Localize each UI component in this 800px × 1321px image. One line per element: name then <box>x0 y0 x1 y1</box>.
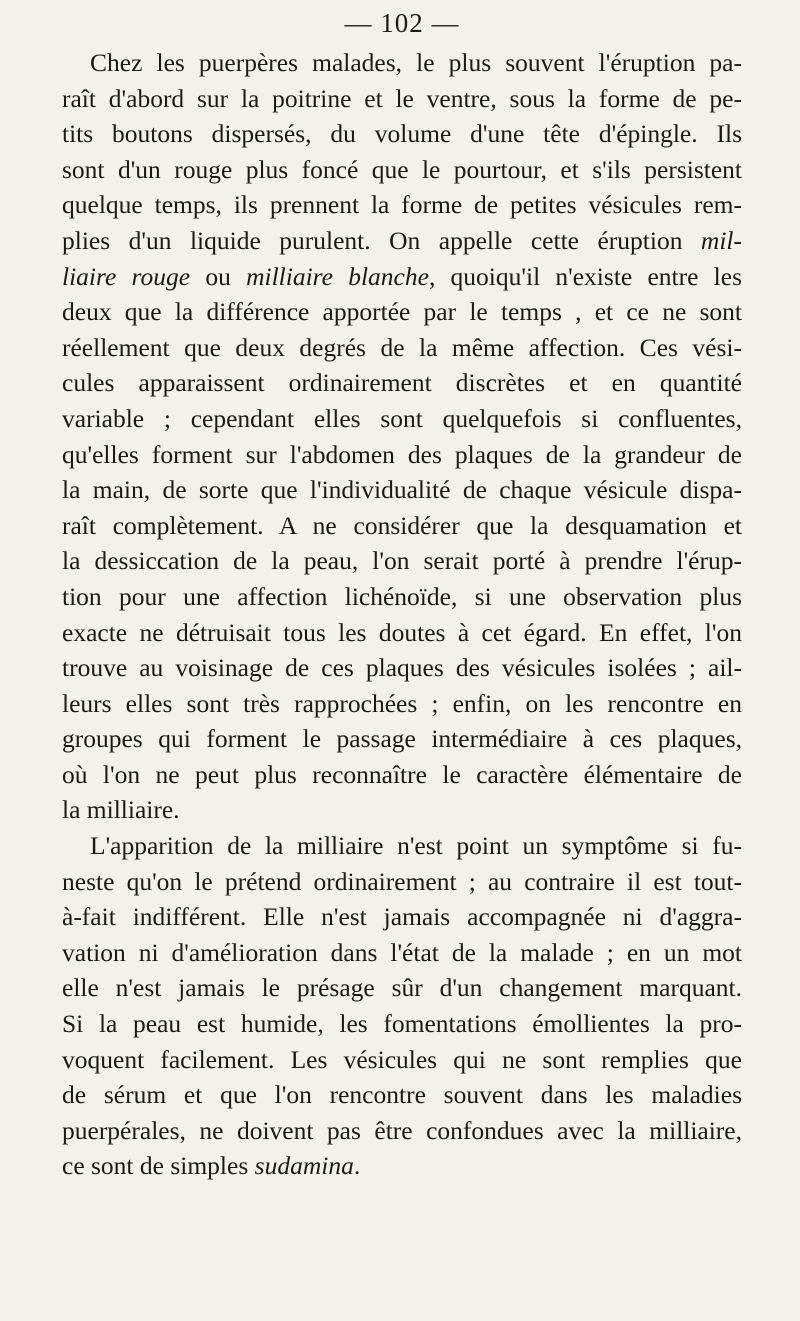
line-text: réellement que deux degrés de la même affection. Ces vési- <box>62 332 742 362</box>
text-line <box>62 935 742 971</box>
line-text: Si la peau est humide, les fomentations émollientes la pro- <box>62 1009 742 1039</box>
text-line <box>62 437 742 473</box>
italic-term: liaire rouge <box>62 261 191 291</box>
line-text: la milliaire. <box>62 795 180 825</box>
line-text: sont d'un rouge plus foncé que le pourtour, et s'ils persistent <box>62 154 742 184</box>
text-line <box>62 757 742 793</box>
text-line <box>62 1042 742 1078</box>
text-line <box>62 615 742 651</box>
line-text: ce sont de simples <box>62 1151 255 1181</box>
text-line <box>62 187 742 223</box>
text-line <box>62 970 742 1006</box>
text-line <box>62 223 742 259</box>
text-line <box>62 1077 742 1113</box>
text-line <box>62 508 742 544</box>
line-text: variable ; cependant elles sont quelquefois si confluentes, <box>62 403 742 433</box>
line-text: L'apparition de la milliaire n'est point un symptôme si fu- <box>90 831 742 861</box>
text-line <box>62 1148 742 1184</box>
italic-term: sudamina <box>254 1151 354 1181</box>
text-line <box>62 792 742 828</box>
line-text: vation ni d'amélioration dans l'état de la malade ; en un mot <box>62 937 742 967</box>
line-text: quelque temps, ils prennent la forme de petites vésicules rem- <box>62 190 742 220</box>
text-line <box>62 1113 742 1149</box>
line-text: groupes qui forment le passage intermédiaire à ces plaques, <box>62 724 742 754</box>
line-text: tion pour une affection lichénoïde, si une observation plus <box>62 581 742 611</box>
text-line <box>62 330 742 366</box>
line-text: la dessiccation de la peau, l'on serait porté à prendre l'érup- <box>62 546 742 576</box>
text-line <box>62 686 742 722</box>
text-line <box>62 721 742 757</box>
text-line <box>62 294 742 330</box>
text-line <box>62 152 742 188</box>
line-text: raît d'abord sur la poitrine et le ventre, sous la forme de pe- <box>62 83 742 113</box>
text-line <box>62 543 742 579</box>
text-line <box>62 45 742 81</box>
line-text: neste qu'on le prétend ordinairement ; au contraire il est tout- <box>62 866 742 896</box>
line-text: où l'on ne peut plus reconnaître le caractère élémentaire de <box>62 759 742 789</box>
text-line <box>62 81 742 117</box>
line-text: trouve au voisinage de ces plaques des vésicules isolées ; ail- <box>62 653 742 683</box>
line-text: . <box>353 1151 361 1181</box>
line-text: voquent facilement. Les vésicules qui ne sont remplies que <box>62 1044 742 1074</box>
text-line <box>62 365 742 401</box>
line-text: la main, de sorte que l'individualité de chaque vésicule dispa- <box>62 475 742 505</box>
italic-term: mil- <box>700 225 742 255</box>
text-line <box>62 899 742 935</box>
italic-term: milliaire blanche <box>246 261 429 291</box>
text-line <box>62 401 742 437</box>
text-line <box>62 259 742 295</box>
line-text: leurs elles sont très rapprochées ; enfin, on les rencontre en <box>62 688 742 718</box>
line-text: exacte ne détruisait tous les doutes à cet égard. En effet, l'on <box>62 617 742 647</box>
page-number: — 102 — <box>344 8 460 38</box>
text-line <box>62 828 742 864</box>
line-text: Chez les puerpères malades, le plus souvent l'éruption pa- <box>90 48 742 77</box>
line-text: de sérum et que l'on rencontre souvent dans les maladies <box>62 1080 742 1110</box>
line-text: ou <box>190 261 247 291</box>
line-text: à-fait indifférent. Elle n'est jamais accompagnée ni d'aggra- <box>62 902 742 932</box>
line-text: puerpérales, ne doivent pas être confondues avec la milliaire, <box>62 1115 742 1145</box>
body-text <box>62 45 742 1184</box>
line-text: , quoiqu'il n'existe entre les <box>428 261 742 291</box>
text-line <box>62 864 742 900</box>
text-line <box>62 472 742 508</box>
line-text: qu'elles forment sur l'abdomen des plaques de la grandeur de <box>62 439 742 469</box>
line-text: tits boutons dispersés, du volume d'une tête d'épingle. Ils <box>62 119 742 149</box>
line-text: raît complètement. A ne considérer que la desquamation et <box>62 510 742 540</box>
text-line <box>62 579 742 615</box>
line-text: cules apparaissent ordinairement discrètes et en quantité <box>62 368 742 398</box>
text-line <box>62 1006 742 1042</box>
line-text: plies d'un liquide purulent. On appelle cette éruption <box>62 225 683 255</box>
text-line <box>62 116 742 152</box>
text-line <box>62 650 742 686</box>
line-text: deux que la différence apportée par le temps , et ce ne sont <box>62 297 742 327</box>
line-text: elle n'est jamais le présage sûr d'un changement marquant. <box>62 973 742 1003</box>
